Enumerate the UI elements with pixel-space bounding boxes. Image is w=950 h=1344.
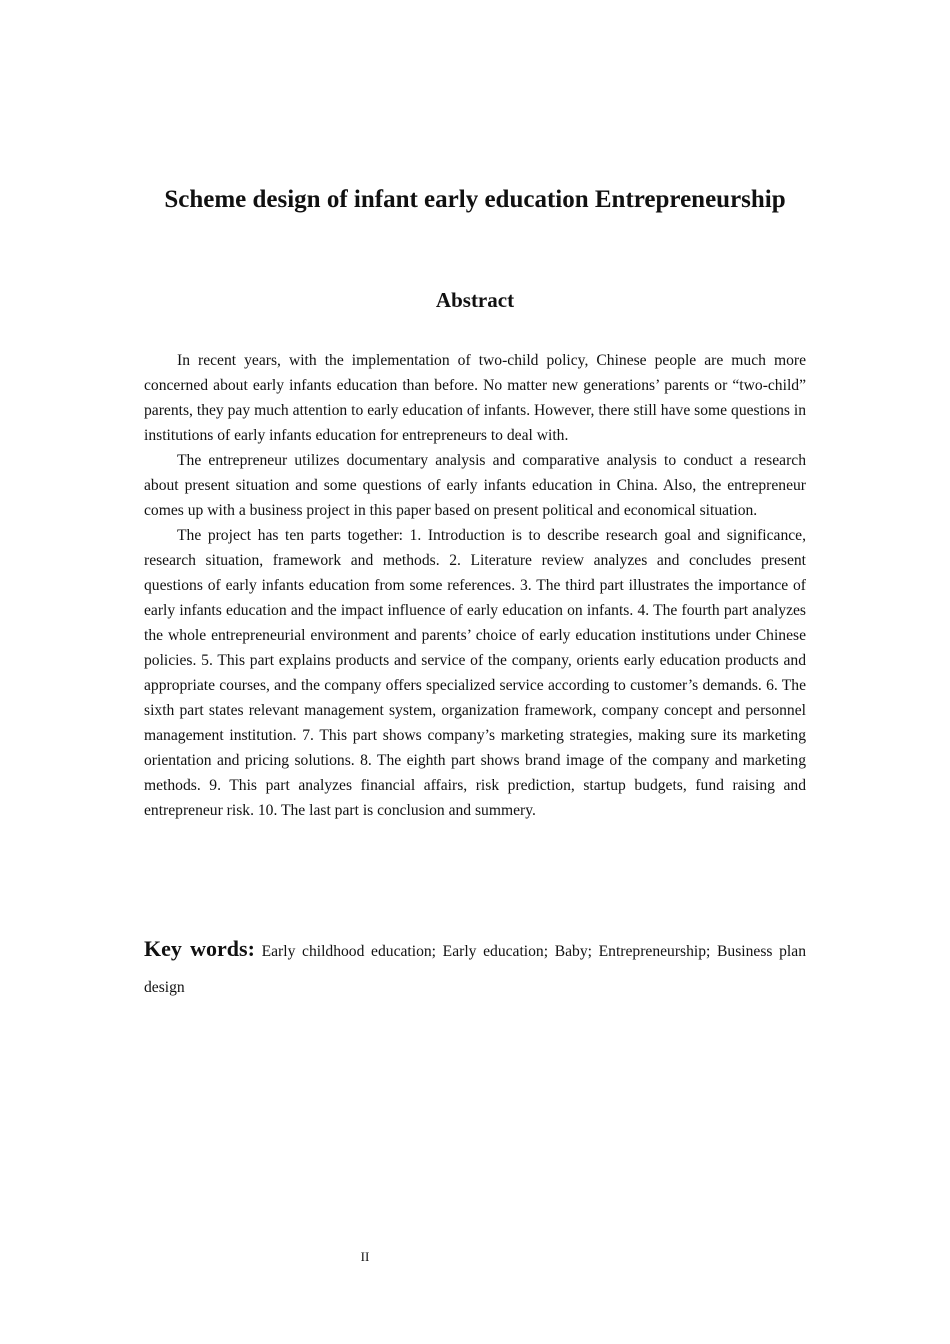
page-number: II — [360, 1249, 370, 1264]
abstract-body — [144, 348, 806, 823]
keywords-text: Early childhood education; Early education; Baby; Entrepreneurship; Business plan design — [144, 943, 806, 996]
abstract-paragraph: In recent years, with the implementation of two-child policy, Chinese people are much more concerned about early infants education than before. No matter new generations’ parents or “two-child” parents, they pay much attention to early education of infants. However, there still have some questions in institutions of early infants education for entrepreneurs to deal with. — [144, 352, 806, 444]
keywords-label: Key words: — [144, 936, 255, 961]
abstract-paragraph: The project has ten parts together: 1. Introduction is to describe research goal and significance, research situation, framework and methods. 2. Literature review analyzes and concludes present questions of early infants education from some references. 3. The third part illustrates the importance of early infants education and the impact influence of early education on infants. 4. The fourth part analyzes the whole entrepreneurial environment and parents’ choice of early education institutions under Chinese policies. 5. This part explains products and service of the company, orients early education products and appropriate courses, and the company offers specialized service according to customer’s demands. 6. The sixth part states relevant management system, organization framework, company concept and personnel management institution. 7. This part shows company’s marketing strategies, making sure its marketing orientation and pricing solutions. 8. The eighth part shows brand image of the company and marketing methods. 9. This part analyzes financial affairs, risk prediction, startup budgets, fund raising and entrepreneur risk. 10. The last part is conclusion and summery. — [144, 527, 806, 819]
abstract-paragraph: The entrepreneur utilizes documentary analysis and comparative analysis to conduct a research about present situation and some questions of early infants education in China. Also, the entrepreneur comes up with a business project in this paper based on present political and economical situation. — [144, 452, 806, 519]
abstract-heading: Abstract — [435, 288, 515, 312]
document-title: Scheme design of infant early education Entrepreneurship — [164, 186, 786, 213]
keywords-section — [144, 931, 806, 1006]
